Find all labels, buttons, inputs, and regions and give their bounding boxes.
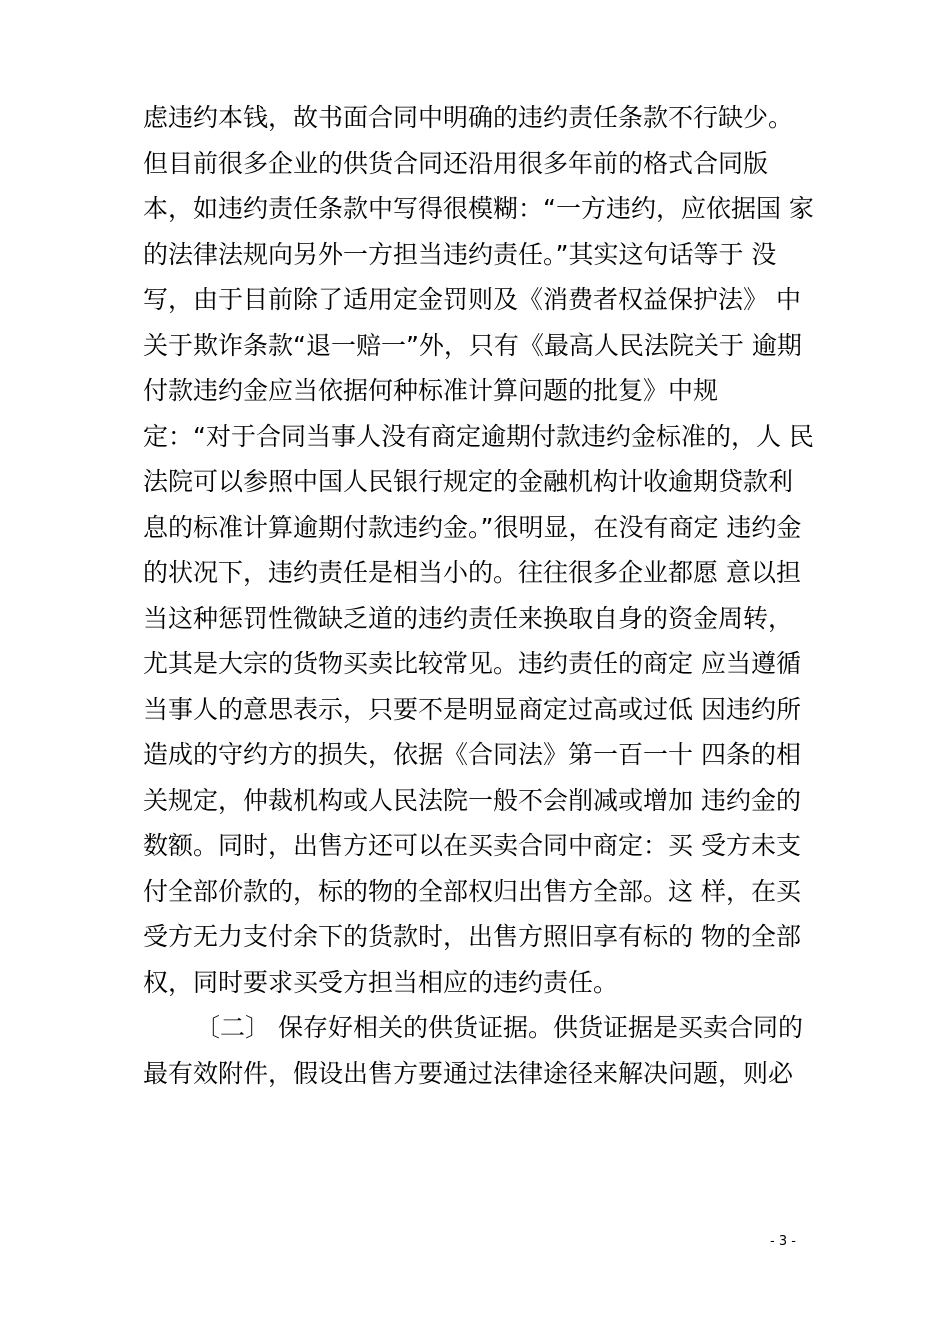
text-line: 付款违约金应当依据何种标准计算问题的批复》中规 [143, 376, 719, 405]
text-line: 尤其是大宗的货物买卖比较常见。违约责任的商定 应当遵循 [143, 649, 801, 678]
text-line: 付全部价款的，标的物的全部权归出售方全部。这 样，在买 [143, 876, 801, 906]
text-line: 的状况下，违约责任是相当小的。往往很多企业都愿 意以担 [143, 558, 801, 587]
text-line: 最有效附件，假设出售方要通过法律途径来解决问题，则必 [143, 1058, 794, 1088]
text-line: 权，同时要求买受方担当相应的违约责任。 [143, 967, 619, 997]
text-line: 关规定，仲裁机构或人民法院一般不会削减或增加 违约金的 [143, 785, 801, 815]
text-line: 造成的守约方的损失，依据《合同法》第一百一十 四条的相 [143, 740, 801, 769]
text-line: 的法律法规向另外一方担当违约责任。”其实这句话等于 没 [143, 239, 777, 269]
text-line: 息的标准计算逾期付款违约金。”很明显，在没有商定 违约金 [143, 512, 802, 542]
text-line: 法院可以参照中国人民银行规定的金融机构计收逾期贷款利 [143, 467, 794, 496]
text-line: 受方无力支付余下的货款时，出售方照旧享有标的 物的全部 [143, 922, 801, 951]
text-line: 当这种惩罚性微缺乏道的违约责任来换取自身的资金周转， [143, 603, 794, 633]
text-line: 数额。同时，出售方还可以在买卖合同中商定：买 受方未支 [143, 831, 801, 860]
text-line: 但目前很多企业的供货合同还沿用很多年前的格式合同版 [143, 148, 769, 178]
text-line: 关于欺诈条款“退一赔一”外，只有《最高人民法院关于 逾期 [143, 330, 802, 360]
page-number: - 3 - [770, 1234, 796, 1249]
text-line: 写，由于目前除了适用定金罚则及《消费者权益保护法》 中 [143, 285, 801, 314]
text-line: 当事人的意思表示，只要不是明显商定过高或过低 因违约所 [143, 694, 801, 724]
section-heading-line: 〔二〕 保存好相关的供货证据。供货证据是买卖合同的 [195, 1013, 803, 1042]
text-line: 本，如违约责任条款中写得很模糊：“一方违约，应依据国 家 [143, 194, 814, 223]
text-line: 定：“对于合同当事人没有商定逾期付款违约金标准的，人 民 [143, 421, 814, 451]
text-line: 虑违约本钱，故书面合同中明确的违约责任条款不行缺少。 [143, 103, 794, 132]
body-text [143, 95, 813, 1096]
